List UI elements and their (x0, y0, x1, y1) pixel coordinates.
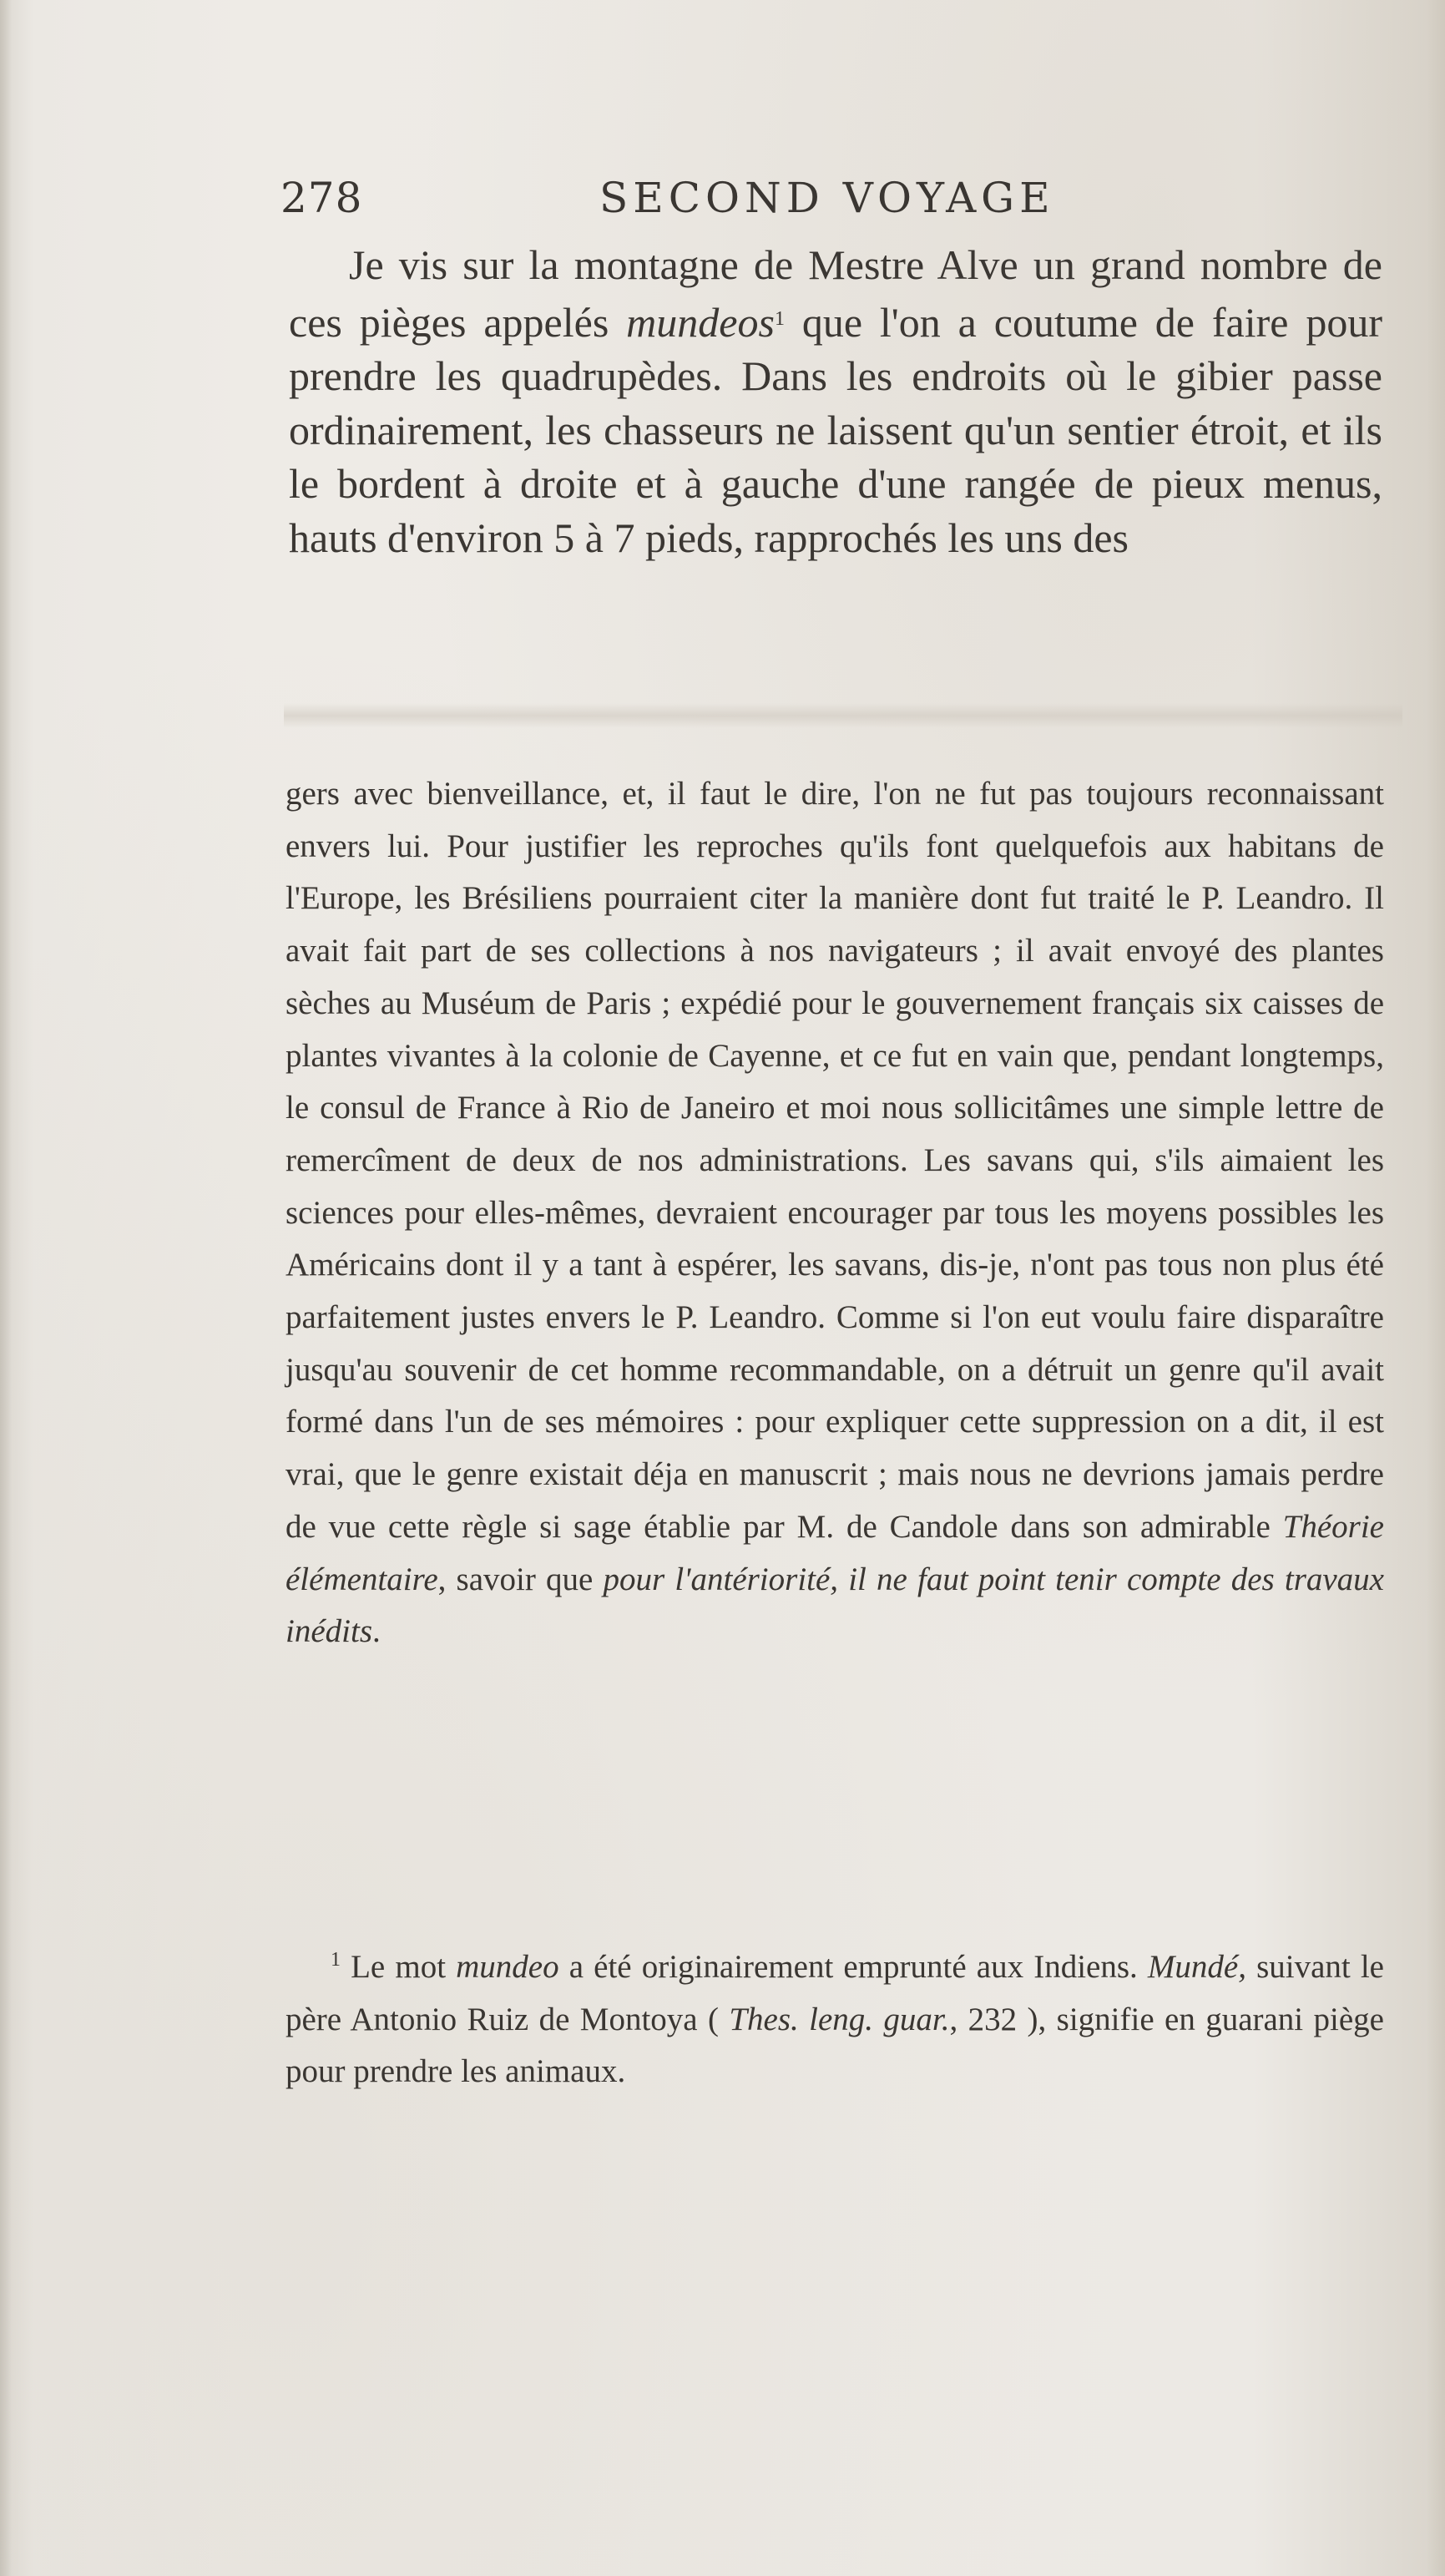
footnote-italic-1: mundeo (456, 1949, 559, 1985)
show-through-line (284, 703, 1402, 728)
footnote-italic-2: Mundé, (1147, 1949, 1246, 1985)
note-text-2: , savoir que (437, 1561, 604, 1597)
footnote-italic-3: Thes. leng. guar. (729, 2001, 950, 2037)
main-paragraph-text (289, 238, 1382, 564)
main-paragraph (289, 238, 1382, 564)
note-italic-1: Théorie élémentaire (285, 1508, 1384, 1597)
footnote-text-1: Le mot (341, 1949, 457, 1985)
main-italic-word: mundeos (626, 298, 775, 346)
note-text-3: . (372, 1613, 381, 1650)
footnote-text-4: , 232 ), signifie en guarani piège pour prendre les animaux. (285, 2001, 1384, 2090)
page-edge (1427, 0, 1445, 2576)
footnote-reference: 1 (774, 307, 785, 330)
footnote (285, 1934, 1384, 2098)
binding-edge (0, 0, 12, 2576)
main-text-end: que l'on a coutume de faire pour prendre les quadrupèdes. Dans les endroits où le gibier passe ordinairement, les chasseurs ne laissent qu'un sentier étroit, et ils le bordent à droite et à gauche d'une rangée de pieux menus, hauts d'environ 5 à 7 pieds, rapprochés les uns des (289, 298, 1383, 561)
footnote-paragraph (285, 1934, 1384, 2098)
note-text-1: gers avec bienveillance, et, il faut le dire, l'on ne fut pas toujours reconnaissant envers lui. Pour justifier les reproches qu'ils font quelquefois aux habitans de l'Europe, les Brésiliens pourraient citer la manière dont fut traité le P. Leandro. Il avait fait part de ses collections à nos navigateurs ; il avait envoyé des plantes sèches au Muséum de Paris ; expédié pour le gouvernement français six caisses de plantes vivantes à la colonie de Cayenne, et ce fut en vain que, pendant longtemps, le consul de France à Rio de Janeiro et moi nous sollicitâmes une simple lettre de remercîment de deux de nos administrations. Les savans qui, s'ils aimaient les sciences pour elles-mêmes, devraient encourager par tous les moyens possibles les Américains dont il y a tant à espérer, les savans, dis-je, n'ont pas tous non plus été parfaitement justes envers le P. Leandro. Comme si l'on eut voulu faire disparaître jusqu'au souvenir de cet homme recommandable, on a détruit un genre qu'il avait formé dans l'un de ses mémoires : pour expliquer cette suppression on a dit, il est vrai, que le genre existait déja en manuscrit ; mais nous ne devrions jamais perdre de vue cette règle si sage établie par M. de Candole dans son admirable (285, 776, 1384, 1545)
main-text-start: Je vis sur la montagne de Mestre Alve un grand nombre de ces pièges appelés (289, 241, 1382, 346)
running-head (280, 174, 1382, 232)
continued-note-paragraph (285, 768, 1384, 1658)
footnote-mark: 1 (331, 1949, 341, 1971)
continued-note-text (285, 768, 1384, 1658)
page-number: 278 (280, 174, 363, 222)
running-title: SECOND VOYAGE (599, 174, 1055, 222)
footnote-text-2: a été originairement emprunté aux Indiens. (558, 1949, 1148, 1985)
note-italic-2: pour l'antériorité, il ne faut point tenir compte des travaux inédits (285, 1561, 1384, 1650)
footnote-text-3: suivant le père Antonio Ruiz de Montoya ( (285, 1949, 1384, 2037)
